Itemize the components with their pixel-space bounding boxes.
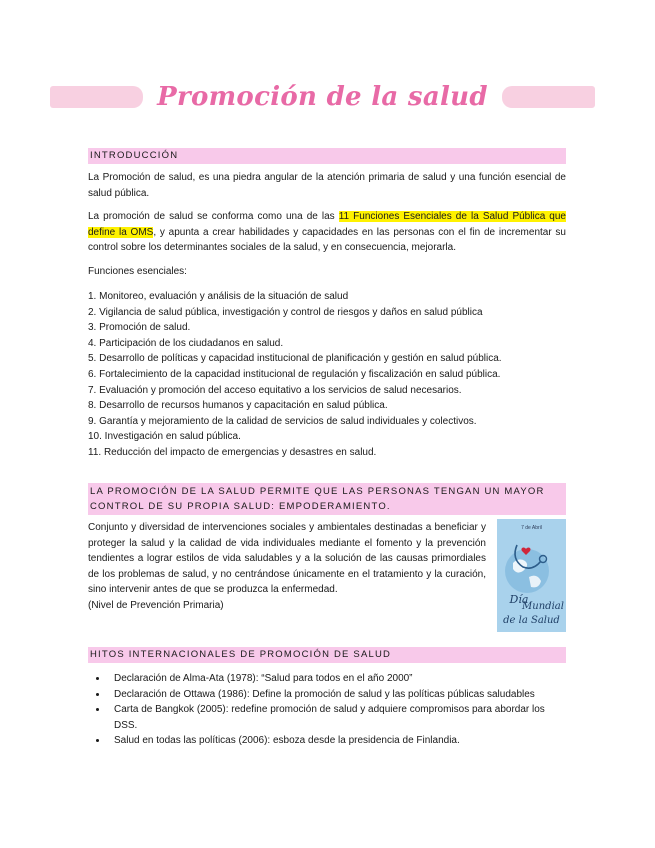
nivel-prevencion: (Nivel de Prevención Primaria) [88,599,224,611]
hitos-list-container [88,671,566,749]
poster-date: 7 de Abril [521,525,542,531]
title-brush-left [50,86,143,108]
intro-p2-before: La promoción de salud se conforma como una de las [88,211,339,222]
funcs-list-item: 11. Reducción del impacto de emergencias y desastres en salud. [88,446,377,458]
title-banner [50,84,595,110]
hitos-list-item: • Carta de Bangkok (2005): redefine promoción de salud y adquiere compromisos para abordar los DSS. [108,702,566,733]
funcs-list [88,289,566,461]
hitos-heading: HITOS INTERNACIONALES DE PROMOCIÓN DE SALUD [88,647,566,663]
hitos-list-item: • Declaración de Ottawa (1986): Define la promoción de salud y las políticas públicas saludables [108,687,566,703]
poster-line3: de la Salud [503,615,560,626]
funcs-list-item: 10. Investigación en salud pública. [88,431,241,443]
funcs-label: Funciones esenciales: [88,266,187,277]
hitos-list-item: • Salud en todas las políticas (2006): esboza desde la presidencia de Finlandia. [108,733,566,749]
funcs-list-item: 5. Desarrollo de políticas y capacidad institucional de planificación y gestión en salud pública. [88,353,502,365]
page-title: Promoción de la salud [157,82,488,112]
funcs-list-item: 1. Monitoreo, evaluación y análisis de la situación de salud [88,291,349,302]
intro-p2-after: , y apunta a crear habilidades y capacidades en las personas con el fin de incrementar su control sobre los determinantes sociales de la salud, y en consecuencia, mejorarla. [88,226,566,253]
funcs-list-item: 4. Participación de los ciudadanos en salud. [88,337,284,349]
intro-p2-highlight: 11 Funciones Esenciales de la Salud Pública que define la OMS [88,211,566,238]
intro-paragraph-2 [88,209,566,256]
funcs-list-item: 3. Promoción de salud. [88,322,191,334]
poster-line2: Mundial [522,601,564,612]
hitos-list-item: • Declaración de Alma-Ata (1978): “Salud para todos en el año 2000” [108,671,566,687]
intro-paragraph-1 [88,170,566,201]
poster-line1: Día [509,593,529,606]
empoderamiento-text: Conjunto y diversidad de intervenciones sociales y ambientales destinadas a beneficiar y proteger la salud y la calidad de vida individuales mediante el fomento y la prevención tendientes a lograr estilos de vida saludables y a la solución de las causas primordiales de los problemas de salud, y no centrándose únicamente en el tratamiento y la curación, sino intervenir antes de que se produzca la enfermedad. [88,522,486,595]
funcs-list-item: 6. Fortalecimiento de la capacidad institucional de regulación y fiscalización en salud pública. [88,368,501,380]
empoderamiento-heading: LA PROMOCIÓN DE LA SALUD PERMITE QUE LAS PERSONAS TENGAN UN MAYOR CONTROL DE SU PROPIA SALUD: EMPODERAMIENTO. [88,483,566,515]
title-brush-right [502,86,595,108]
funcs-list-item: 9. Garantía y mejoramiento de la calidad de servicios de salud individuales y colectivos. [88,415,477,427]
poster-graphic [497,519,566,632]
intro-p1-text: La Promoción de salud, es una piedra angular de la atención primaria de salud y una función esencial de salud pública. [88,172,566,199]
dia-mundial-poster [497,519,566,632]
empoderamiento-text-block [88,520,486,613]
funcs-list-container [88,289,566,461]
funcs-list-item: 7. Evaluación y promoción del acceso equitativo a los servicios de salud necesarios. [88,384,462,396]
intro-heading: INTRODUCCIÓN [88,148,566,164]
funcs-list-item: 8. Desarrollo de recursos humanos y capacitación en salud pública. [88,400,388,412]
hitos-list [88,671,566,749]
funcs-list-item: 2. Vigilancia de salud pública, investigación y control de riesgos y daños en salud pública [88,306,483,318]
